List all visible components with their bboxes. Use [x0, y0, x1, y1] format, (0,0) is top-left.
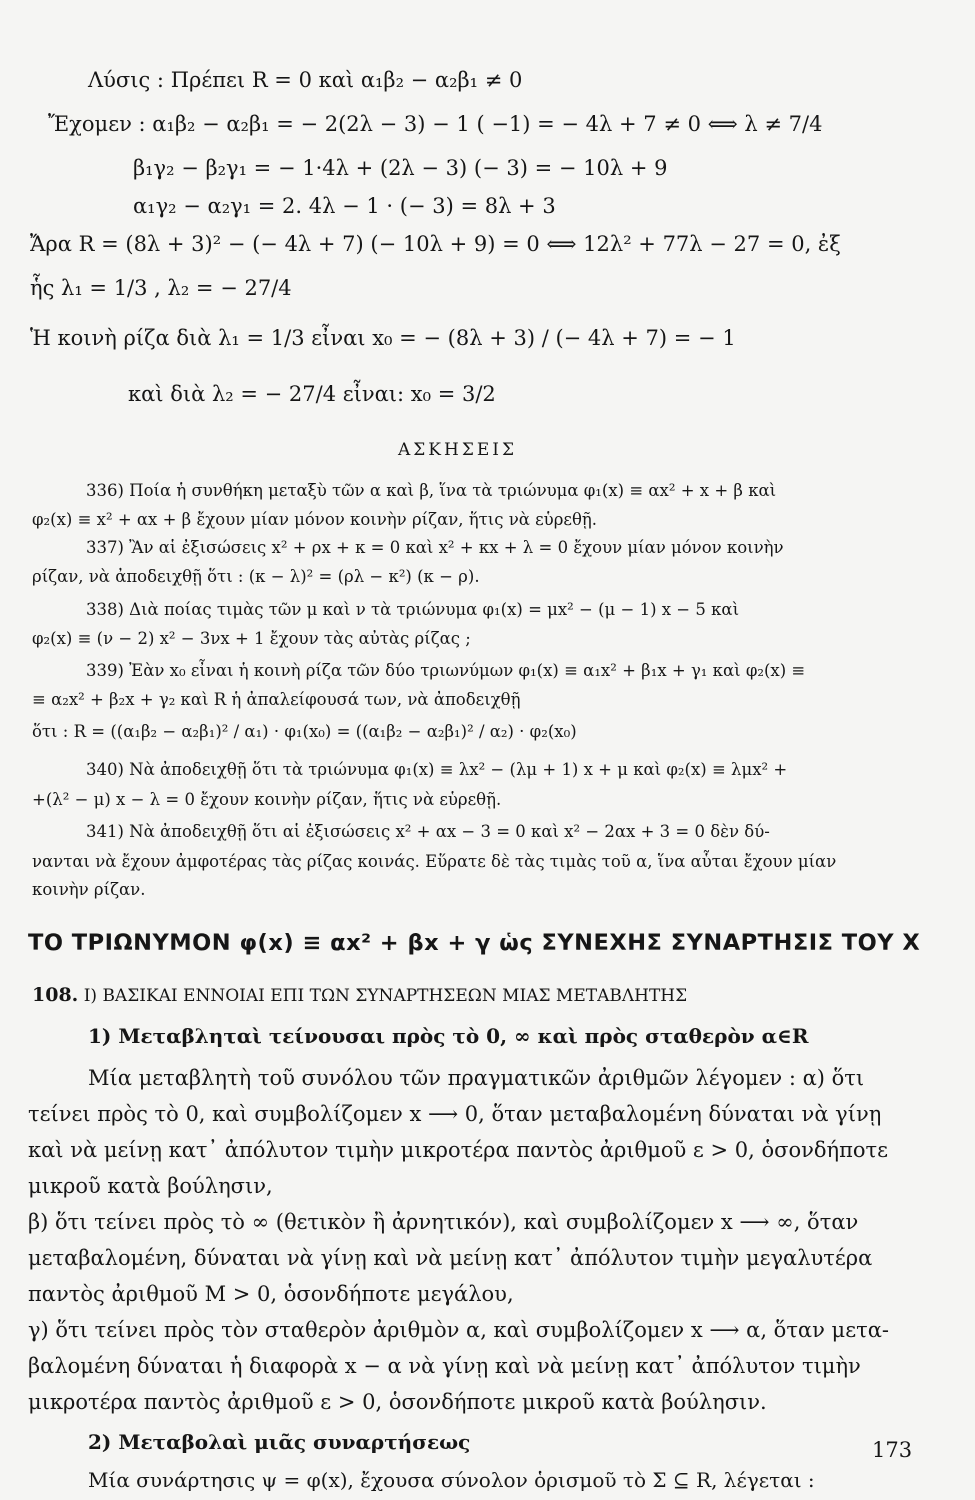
exercise-line: φ₂(x) ≡ (ν − 2) x² − 3νx + 1 ἔχουν τὰς αὐτὰς ρίζας ; — [32, 629, 471, 648]
body-line: Μία μεταβλητὴ τοῦ συνόλου τῶν πραγματικῶν ἀριθμῶν λέγομεν : α) ὅτι — [88, 1066, 865, 1090]
exercise-line: ≡ α₂x² + β₂x + γ₂ καὶ R ἡ ἀπαλείφουσά των, νὰ ἀποδειχθῇ — [32, 690, 521, 709]
solution-line: Ἄρα R = (8λ + 3)² − (− 4λ + 7) (− 10λ + 9) = 0 ⟺ 12λ² + 77λ − 27 = 0, ἐξ — [30, 232, 841, 256]
body-line: Μία συνάρτησις ψ = φ(x), ἔχουσα σύνολον ὁρισμοῦ τὸ Σ ⊆ R, λέγεται : — [88, 1468, 815, 1492]
solution-line: ἧς λ₁ = 1/3 , λ₂ = − 27/4 — [30, 276, 292, 300]
solution-line: καὶ διὰ λ₂ = − 27/4 εἶναι: x₀ = 3/2 — [128, 382, 496, 406]
exercise-line: φ₂(x) ≡ x² + αx + β ἔχουν μίαν μόνον κοινὴν ρίζαν, ἥτις νὰ εὑρεθῇ. — [32, 510, 598, 529]
solution-line: β₁γ₂ − β₂γ₁ = − 1·4λ + (2λ − 3) (− 3) = − 10λ + 9 — [133, 156, 668, 180]
exercise-line: 336) Ποία ἡ συνθήκη μεταξὺ τῶν α καὶ β, ἵνα τὰ τριώνυμα φ₁(x) ≡ αx² + x + β καὶ — [86, 481, 777, 500]
exercise-line: κοινὴν ρίζαν. — [32, 880, 146, 899]
exercise-line: 338) Διὰ ποίας τιμὰς τῶν μ καὶ ν τὰ τριώνυμα φ₁(x) = μx² − (μ − 1) x − 5 καὶ — [86, 600, 740, 619]
body-line: μεταβαλομένη, δύναται νὰ γίνῃ καὶ νὰ μείνῃ κατ᾽ ἀπόλυτον τιμὴν μεγαλυτέρα — [28, 1246, 873, 1270]
body-line: μικροῦ κατὰ βούλησιν, — [28, 1174, 273, 1198]
solution-line: Λύσις : Πρέπει R = 0 καὶ α₁β₂ − α₂β₁ ≠ 0 — [88, 68, 523, 92]
body-line: παντὸς ἀριθμοῦ M > 0, ὁσονδήποτε μεγάλου, — [28, 1282, 514, 1306]
exercises-heading: ΑΣΚΗΣΕΙΣ — [398, 440, 517, 460]
section-number: 108. — [32, 984, 79, 1006]
exercise-line: 340) Νὰ ἀποδειχθῇ ὅτι τὰ τριώνυμα φ₁(x) ≡ λx² − (λμ + 1) x + μ καὶ φ₂(x) ≡ λμx² + — [86, 760, 788, 779]
exercise-line: 339) Ἐὰν x₀ εἶναι ἡ κοινὴ ρίζα τῶν δύο τριωνύμων φ₁(x) ≡ α₁x² + β₁x + γ₁ καὶ φ₂(x) ≡ — [86, 661, 806, 680]
subsection-title: 2) Μεταβολαὶ μιᾶς συναρτήσεως — [88, 1430, 471, 1454]
body-line: τείνει πρὸς τὸ 0, καὶ συμβολίζομεν x ⟶ 0, ὅταν μεταβαλομένη δύναται νὰ γίνῃ — [28, 1102, 882, 1126]
exercise-line: νανται νὰ ἔχουν ἀμφοτέρας τὰς ρίζας κοινάς. Εὕρατε δὲ τὰς τιμὰς τοῦ α, ἵνα αὗται ἔχουν μίαν — [32, 852, 837, 871]
body-line: μικροτέρα παντὸς ἀριθμοῦ ε > 0, ὁσονδήποτε μικροῦ κατὰ βούλησιν. — [28, 1390, 767, 1414]
body-line: γ) ὅτι τείνει πρὸς τὸν σταθερὸν ἀριθμὸν α, καὶ συμβολίζομεν x ⟶ α, ὅταν μετα- — [28, 1318, 889, 1342]
section-header — [32, 984, 687, 1006]
body-line: καὶ νὰ μείνῃ κατ᾽ ἀπόλυτον τιμὴν μικροτέρα παντὸς ἀριθμοῦ ε > 0, ὁσονδήποτε — [28, 1138, 889, 1162]
body-line: β) ὅτι τείνει πρὸς τὸ ∞ (θετικὸν ἢ ἀρνητικόν), καὶ συμβολίζομεν x ⟶ ∞, ὅταν — [28, 1210, 859, 1234]
exercise-line: +(λ² − μ) x − λ = 0 ἔχουν κοινὴν ρίζαν, ἥτις νὰ εὑρεθῇ. — [32, 790, 502, 809]
section-title: I) ΒΑΣΙΚΑΙ ΕΝΝΟΙΑΙ ΕΠΙ ΤΩΝ ΣΥΝΑΡΤΗΣΕΩΝ ΜΙΑΣ ΜΕΤΑΒΛΗΤΗΣ — [83, 986, 688, 1006]
solution-line: Ἡ κοινὴ ρίζα διὰ λ₁ = 1/3 εἶναι x₀ = − (8λ + 3) / (− 4λ + 7) = − 1 — [30, 326, 736, 350]
subsection-title: 1) Μεταβληταὶ τείνουσαι πρὸς τὸ 0, ∞ καὶ πρὸς σταθερὸν α∈R — [88, 1024, 809, 1048]
solution-line: α₁γ₂ − α₂γ₁ = 2. 4λ − 1 · (− 3) = 8λ + 3 — [133, 194, 556, 218]
exercise-line: 341) Νὰ ἀποδειχθῇ ὅτι αἱ ἐξισώσεις x² + αx − 3 = 0 καὶ x² − 2αx + 3 = 0 δὲν δύ- — [86, 822, 770, 841]
exercise-line: 337) Ἂν αἱ ἐξισώσεις x² + ρx + κ = 0 καὶ x² + κx + λ = 0 ἔχουν μίαν μόνον κοινὴν — [86, 538, 784, 557]
exercise-line: ὅτι : R = ((α₁β₂ − α₂β₁)² / α₁) · φ₁(x₀) = ((α₁β₂ − α₂β₁)² / α₂) · φ₂(x₀) — [32, 722, 577, 741]
page-number: 173 — [872, 1438, 913, 1462]
body-line: βαλομένη δύναται ἡ διαφορὰ x − α νὰ γίνῃ καὶ νὰ μείνῃ κατ᾽ ἀπόλυτον τιμὴν — [28, 1354, 861, 1378]
chapter-title: ΤΟ ΤΡΙΩΝΥΜΟΝ φ(x) ≡ αx² + βx + γ ὡς ΣΥΝΕΧΗΣ ΣΥΝΑΡΤΗΣΙΣ ΤΟΥ Χ — [28, 930, 921, 956]
solution-line: Ἔχομεν : α₁β₂ − α₂β₁ = − 2(2λ − 3) − 1 ( −1) = − 4λ + 7 ≠ 0 ⟺ λ ≠ 7/4 — [48, 112, 823, 136]
exercise-line: ρίζαν, νὰ ἀποδειχθῇ ὅτι : (κ − λ)² = (ρλ − κ²) (κ − ρ). — [32, 567, 480, 586]
